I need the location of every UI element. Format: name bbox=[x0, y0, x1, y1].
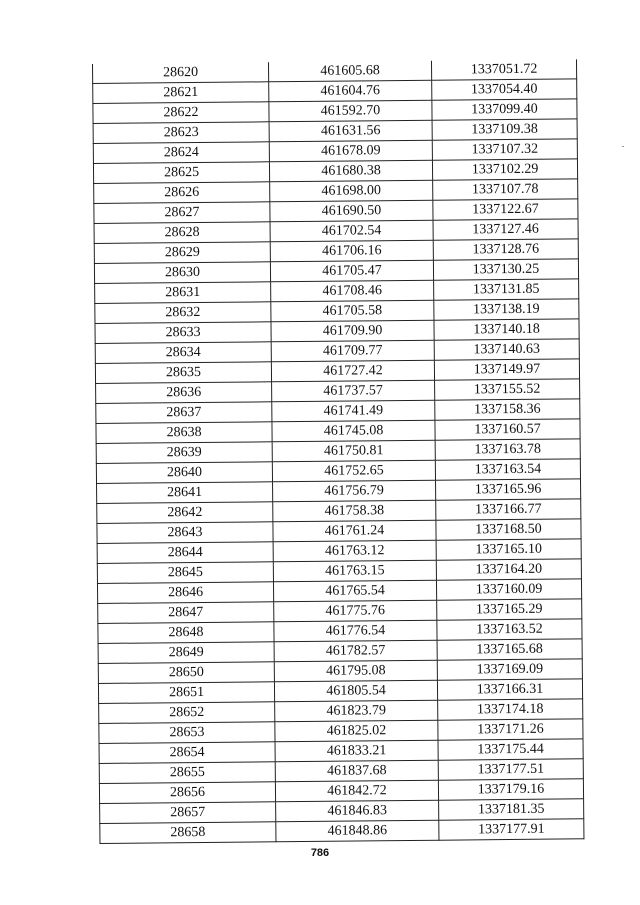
easting-cell: 461825.02 bbox=[275, 720, 438, 742]
point-id-cell: 28653 bbox=[99, 722, 275, 744]
easting-cell: 461750.81 bbox=[272, 440, 435, 462]
point-id-cell: 28632 bbox=[95, 302, 271, 324]
point-id-cell: 28630 bbox=[94, 262, 270, 284]
easting-cell: 461761.24 bbox=[273, 520, 436, 542]
point-id-cell: 28638 bbox=[96, 422, 272, 444]
point-id-cell: 28658 bbox=[100, 822, 276, 844]
easting-cell: 461709.90 bbox=[271, 320, 434, 342]
northing-cell: 1337181.35 bbox=[439, 799, 584, 820]
northing-cell: 1337165.29 bbox=[437, 599, 582, 620]
point-id-cell: 28621 bbox=[93, 82, 269, 104]
northing-cell: 1337165.68 bbox=[437, 639, 582, 660]
point-id-cell: 28649 bbox=[98, 642, 274, 664]
point-id-cell: 28631 bbox=[95, 282, 271, 304]
point-id-cell: 28654 bbox=[99, 742, 275, 764]
northing-cell: 1337054.40 bbox=[432, 79, 577, 100]
northing-cell: 1337130.25 bbox=[433, 259, 578, 280]
point-id-cell: 28645 bbox=[97, 562, 273, 584]
northing-cell: 1337166.77 bbox=[436, 499, 581, 520]
easting-cell: 461737.57 bbox=[272, 380, 435, 402]
easting-cell: 461805.54 bbox=[274, 680, 437, 702]
easting-cell: 461698.00 bbox=[270, 180, 433, 202]
easting-cell: 461775.76 bbox=[274, 600, 437, 622]
point-id-cell: 28651 bbox=[98, 682, 274, 704]
easting-cell: 461846.83 bbox=[276, 800, 439, 822]
page-number: 786 bbox=[310, 847, 330, 859]
point-id-cell: 28624 bbox=[93, 142, 269, 164]
point-id-cell: 28639 bbox=[96, 442, 272, 464]
point-id-cell: 28644 bbox=[97, 542, 273, 564]
point-id-cell: 28657 bbox=[100, 802, 276, 824]
northing-cell: 1337127.46 bbox=[433, 219, 578, 240]
point-id-cell: 28640 bbox=[96, 462, 272, 484]
easting-cell: 461758.38 bbox=[273, 500, 436, 522]
easting-cell: 461631.56 bbox=[269, 120, 432, 142]
point-id-cell: 28633 bbox=[95, 322, 271, 344]
northing-cell: 1337109.38 bbox=[432, 119, 577, 140]
northing-cell: 1337107.78 bbox=[433, 179, 578, 200]
coordinate-table bbox=[92, 59, 584, 844]
point-id-cell: 28648 bbox=[98, 622, 274, 644]
easting-cell: 461842.72 bbox=[275, 780, 438, 802]
point-id-cell: 28628 bbox=[94, 222, 270, 244]
northing-cell: 1337174.18 bbox=[438, 699, 583, 720]
point-id-cell: 28625 bbox=[93, 162, 269, 184]
northing-cell: 1337107.32 bbox=[432, 139, 577, 160]
northing-cell: 1337165.10 bbox=[436, 539, 581, 560]
northing-cell: 1337177.91 bbox=[439, 819, 584, 840]
easting-cell: 461705.58 bbox=[271, 300, 434, 322]
point-id-cell: 28629 bbox=[94, 242, 270, 264]
easting-cell: 461823.79 bbox=[275, 700, 438, 722]
easting-cell: 461752.65 bbox=[272, 460, 435, 482]
point-id-cell: 28642 bbox=[97, 502, 273, 524]
northing-cell: 1337169.09 bbox=[437, 659, 582, 680]
northing-cell: 1337179.16 bbox=[438, 779, 583, 800]
northing-cell: 1337155.52 bbox=[435, 379, 580, 400]
northing-cell: 1337051.72 bbox=[431, 59, 576, 80]
northing-cell: 1337165.96 bbox=[436, 479, 581, 500]
northing-cell: 1337099.40 bbox=[432, 99, 577, 120]
easting-cell: 461727.42 bbox=[271, 360, 434, 382]
easting-cell: 461741.49 bbox=[272, 400, 435, 422]
easting-cell: 461776.54 bbox=[274, 620, 437, 642]
northing-cell: 1337175.44 bbox=[438, 739, 583, 760]
easting-cell: 461763.15 bbox=[273, 560, 436, 582]
northing-cell: 1337168.50 bbox=[436, 519, 581, 540]
point-id-cell: 28637 bbox=[96, 402, 272, 424]
easting-cell: 461708.46 bbox=[271, 280, 434, 302]
easting-cell: 461795.08 bbox=[274, 660, 437, 682]
point-id-cell: 28626 bbox=[94, 182, 270, 204]
point-id-cell: 28627 bbox=[94, 202, 270, 224]
coordinate-table-body bbox=[92, 59, 583, 843]
northing-cell: 1337140.18 bbox=[434, 319, 579, 340]
northing-cell: 1337128.76 bbox=[433, 239, 578, 260]
northing-cell: 1337164.20 bbox=[436, 559, 581, 580]
easting-cell: 461592.70 bbox=[269, 100, 432, 122]
northing-cell: 1337131.85 bbox=[434, 279, 579, 300]
point-id-cell: 28635 bbox=[95, 362, 271, 384]
northing-cell: 1337158.36 bbox=[435, 399, 580, 420]
easting-cell: 461848.86 bbox=[276, 820, 439, 842]
easting-cell: 461833.21 bbox=[275, 740, 438, 762]
easting-cell: 461604.76 bbox=[269, 80, 432, 102]
northing-cell: 1337160.57 bbox=[435, 419, 580, 440]
scan-speck bbox=[622, 146, 624, 147]
point-id-cell: 28620 bbox=[92, 62, 268, 83]
point-id-cell: 28650 bbox=[98, 662, 274, 684]
table-row bbox=[100, 819, 584, 844]
point-id-cell: 28636 bbox=[96, 382, 272, 404]
easting-cell: 461705.47 bbox=[270, 260, 433, 282]
easting-cell: 461745.08 bbox=[272, 420, 435, 442]
northing-cell: 1337166.31 bbox=[437, 679, 582, 700]
point-id-cell: 28634 bbox=[95, 342, 271, 364]
point-id-cell: 28647 bbox=[98, 602, 274, 624]
northing-cell: 1337171.26 bbox=[438, 719, 583, 740]
northing-cell: 1337149.97 bbox=[434, 359, 579, 380]
point-id-cell: 28643 bbox=[97, 522, 273, 544]
northing-cell: 1337163.78 bbox=[435, 439, 580, 460]
point-id-cell: 28622 bbox=[93, 102, 269, 124]
northing-cell: 1337163.52 bbox=[437, 619, 582, 640]
northing-cell: 1337177.51 bbox=[438, 759, 583, 780]
easting-cell: 461605.68 bbox=[268, 61, 431, 82]
northing-cell: 1337102.29 bbox=[432, 159, 577, 180]
easting-cell: 461763.12 bbox=[273, 540, 436, 562]
easting-cell: 461706.16 bbox=[270, 240, 433, 262]
easting-cell: 461702.54 bbox=[270, 220, 433, 242]
easting-cell: 461837.68 bbox=[275, 760, 438, 782]
easting-cell: 461765.54 bbox=[273, 580, 436, 602]
easting-cell: 461680.38 bbox=[269, 160, 432, 182]
point-id-cell: 28641 bbox=[97, 482, 273, 504]
easting-cell: 461756.79 bbox=[273, 480, 436, 502]
coordinate-table-wrapper bbox=[92, 59, 583, 844]
northing-cell: 1337140.63 bbox=[434, 339, 579, 360]
northing-cell: 1337122.67 bbox=[433, 199, 578, 220]
easting-cell: 461709.77 bbox=[271, 340, 434, 362]
northing-cell: 1337163.54 bbox=[435, 459, 580, 480]
point-id-cell: 28656 bbox=[99, 782, 275, 804]
point-id-cell: 28652 bbox=[99, 702, 275, 724]
easting-cell: 461690.50 bbox=[270, 200, 433, 222]
easting-cell: 461678.09 bbox=[269, 140, 432, 162]
northing-cell: 1337138.19 bbox=[434, 299, 579, 320]
easting-cell: 461782.57 bbox=[274, 640, 437, 662]
point-id-cell: 28655 bbox=[99, 762, 275, 784]
point-id-cell: 28646 bbox=[97, 582, 273, 604]
point-id-cell: 28623 bbox=[93, 122, 269, 144]
northing-cell: 1337160.09 bbox=[436, 579, 581, 600]
